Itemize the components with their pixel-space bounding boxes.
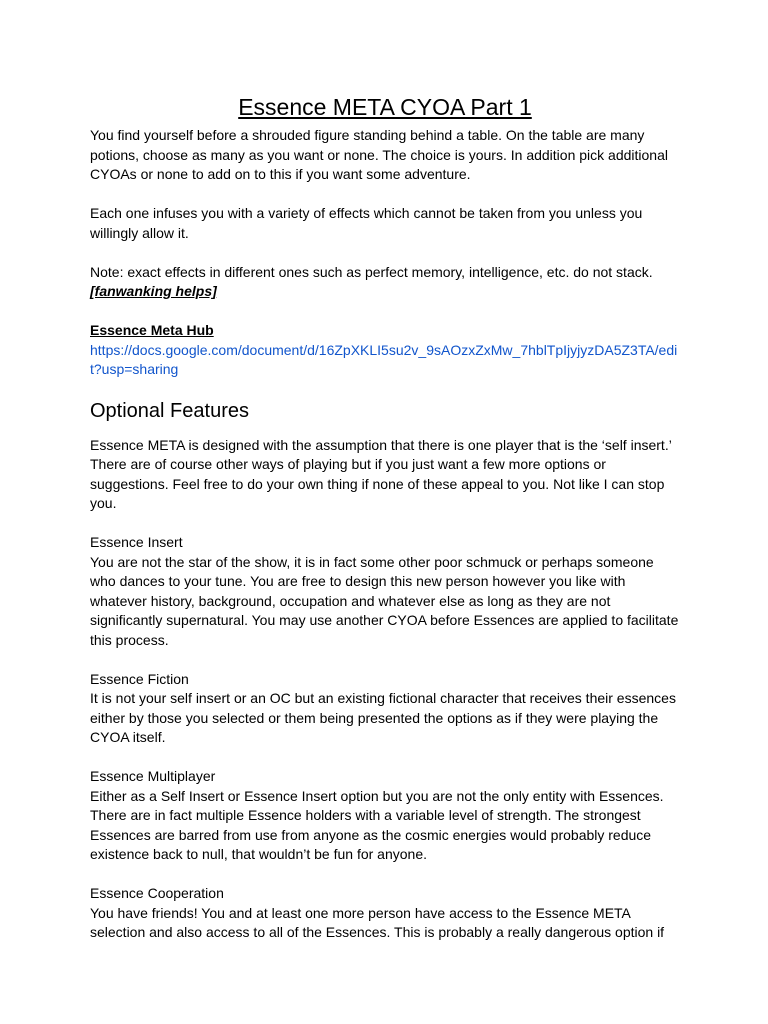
feature-text: You are not the star of the show, it is in fact some other poor schmuck or perhaps someone who dances to your tune. You are free to design this new person however you like with whatever history, background, occupation and whatever else as long as they are not significantly supernatural. You may use another CYOA before Essences are applied to facilitate this process.	[90, 553, 679, 648]
hub-title: Essence Meta Hub	[90, 322, 214, 338]
feature-text: It is not your self insert or an OC but an existing fictional character that receives their essences either by those you selected or them being presented the options as if they were playing the CYOA itself.	[90, 690, 676, 745]
document-page	[90, 92, 680, 943]
hub-link[interactable]: https://docs.google.com/document/d/16ZpXKLI5su2v_9sAOzxZxMw_7hblTpIjyjyzDA5Z3TA/edit?usp=sharing	[90, 341, 678, 377]
section-heading: Optional Features	[90, 399, 249, 422]
note-paragraph	[90, 263, 680, 302]
feature-name: Essence Multiplayer	[90, 768, 216, 784]
feature-text: You have friends! You and at least one more person have access to the Essence META selection and also access to all of the Essences. This is probably a really dangerous option if	[90, 904, 665, 940]
intro-paragraph-2: Each one infuses you with a variety of effects which cannot be taken from you unless you willingly allow it.	[90, 205, 643, 241]
document-title: Essence META CYOA Part 1	[238, 94, 532, 120]
feature-name: Essence Insert	[90, 534, 183, 550]
intro-paragraph-1: You find yourself before a shrouded figure standing behind a table. On the table are many potions, choose as many as you want or none. The choice is yours. In addition pick additional CYOAs or none to add on to this if you want some adventure.	[90, 127, 668, 182]
feature-item	[90, 533, 680, 650]
note-text: Note: exact effects in different ones such as perfect memory, intelligence, etc. do not stack.	[90, 263, 653, 280]
feature-item	[90, 884, 680, 943]
feature-text: Either as a Self Insert or Essence Insert option but you are not the only entity with Essences. There are in fact multiple Essence holders with a variable level of strength. The strongest Essences are barred from use from anyone as the cosmic energies would probably reduce existence back to null, that wouldn’t be fun for anyone.	[90, 787, 664, 862]
feature-name: Essence Fiction	[90, 670, 189, 687]
section-intro: Essence META is designed with the assumption that there is one player that is the ‘self insert.’ There are of course other ways of playing but if you just want a few more options or suggestions. Feel free to do your own thing if none of these appeal to you. Not like I can stop you.	[90, 436, 672, 511]
feature-name: Essence Cooperation	[90, 885, 224, 901]
feature-item	[90, 670, 680, 748]
note-emphasis: [fanwanking helps]	[90, 283, 217, 299]
feature-item	[90, 767, 680, 865]
